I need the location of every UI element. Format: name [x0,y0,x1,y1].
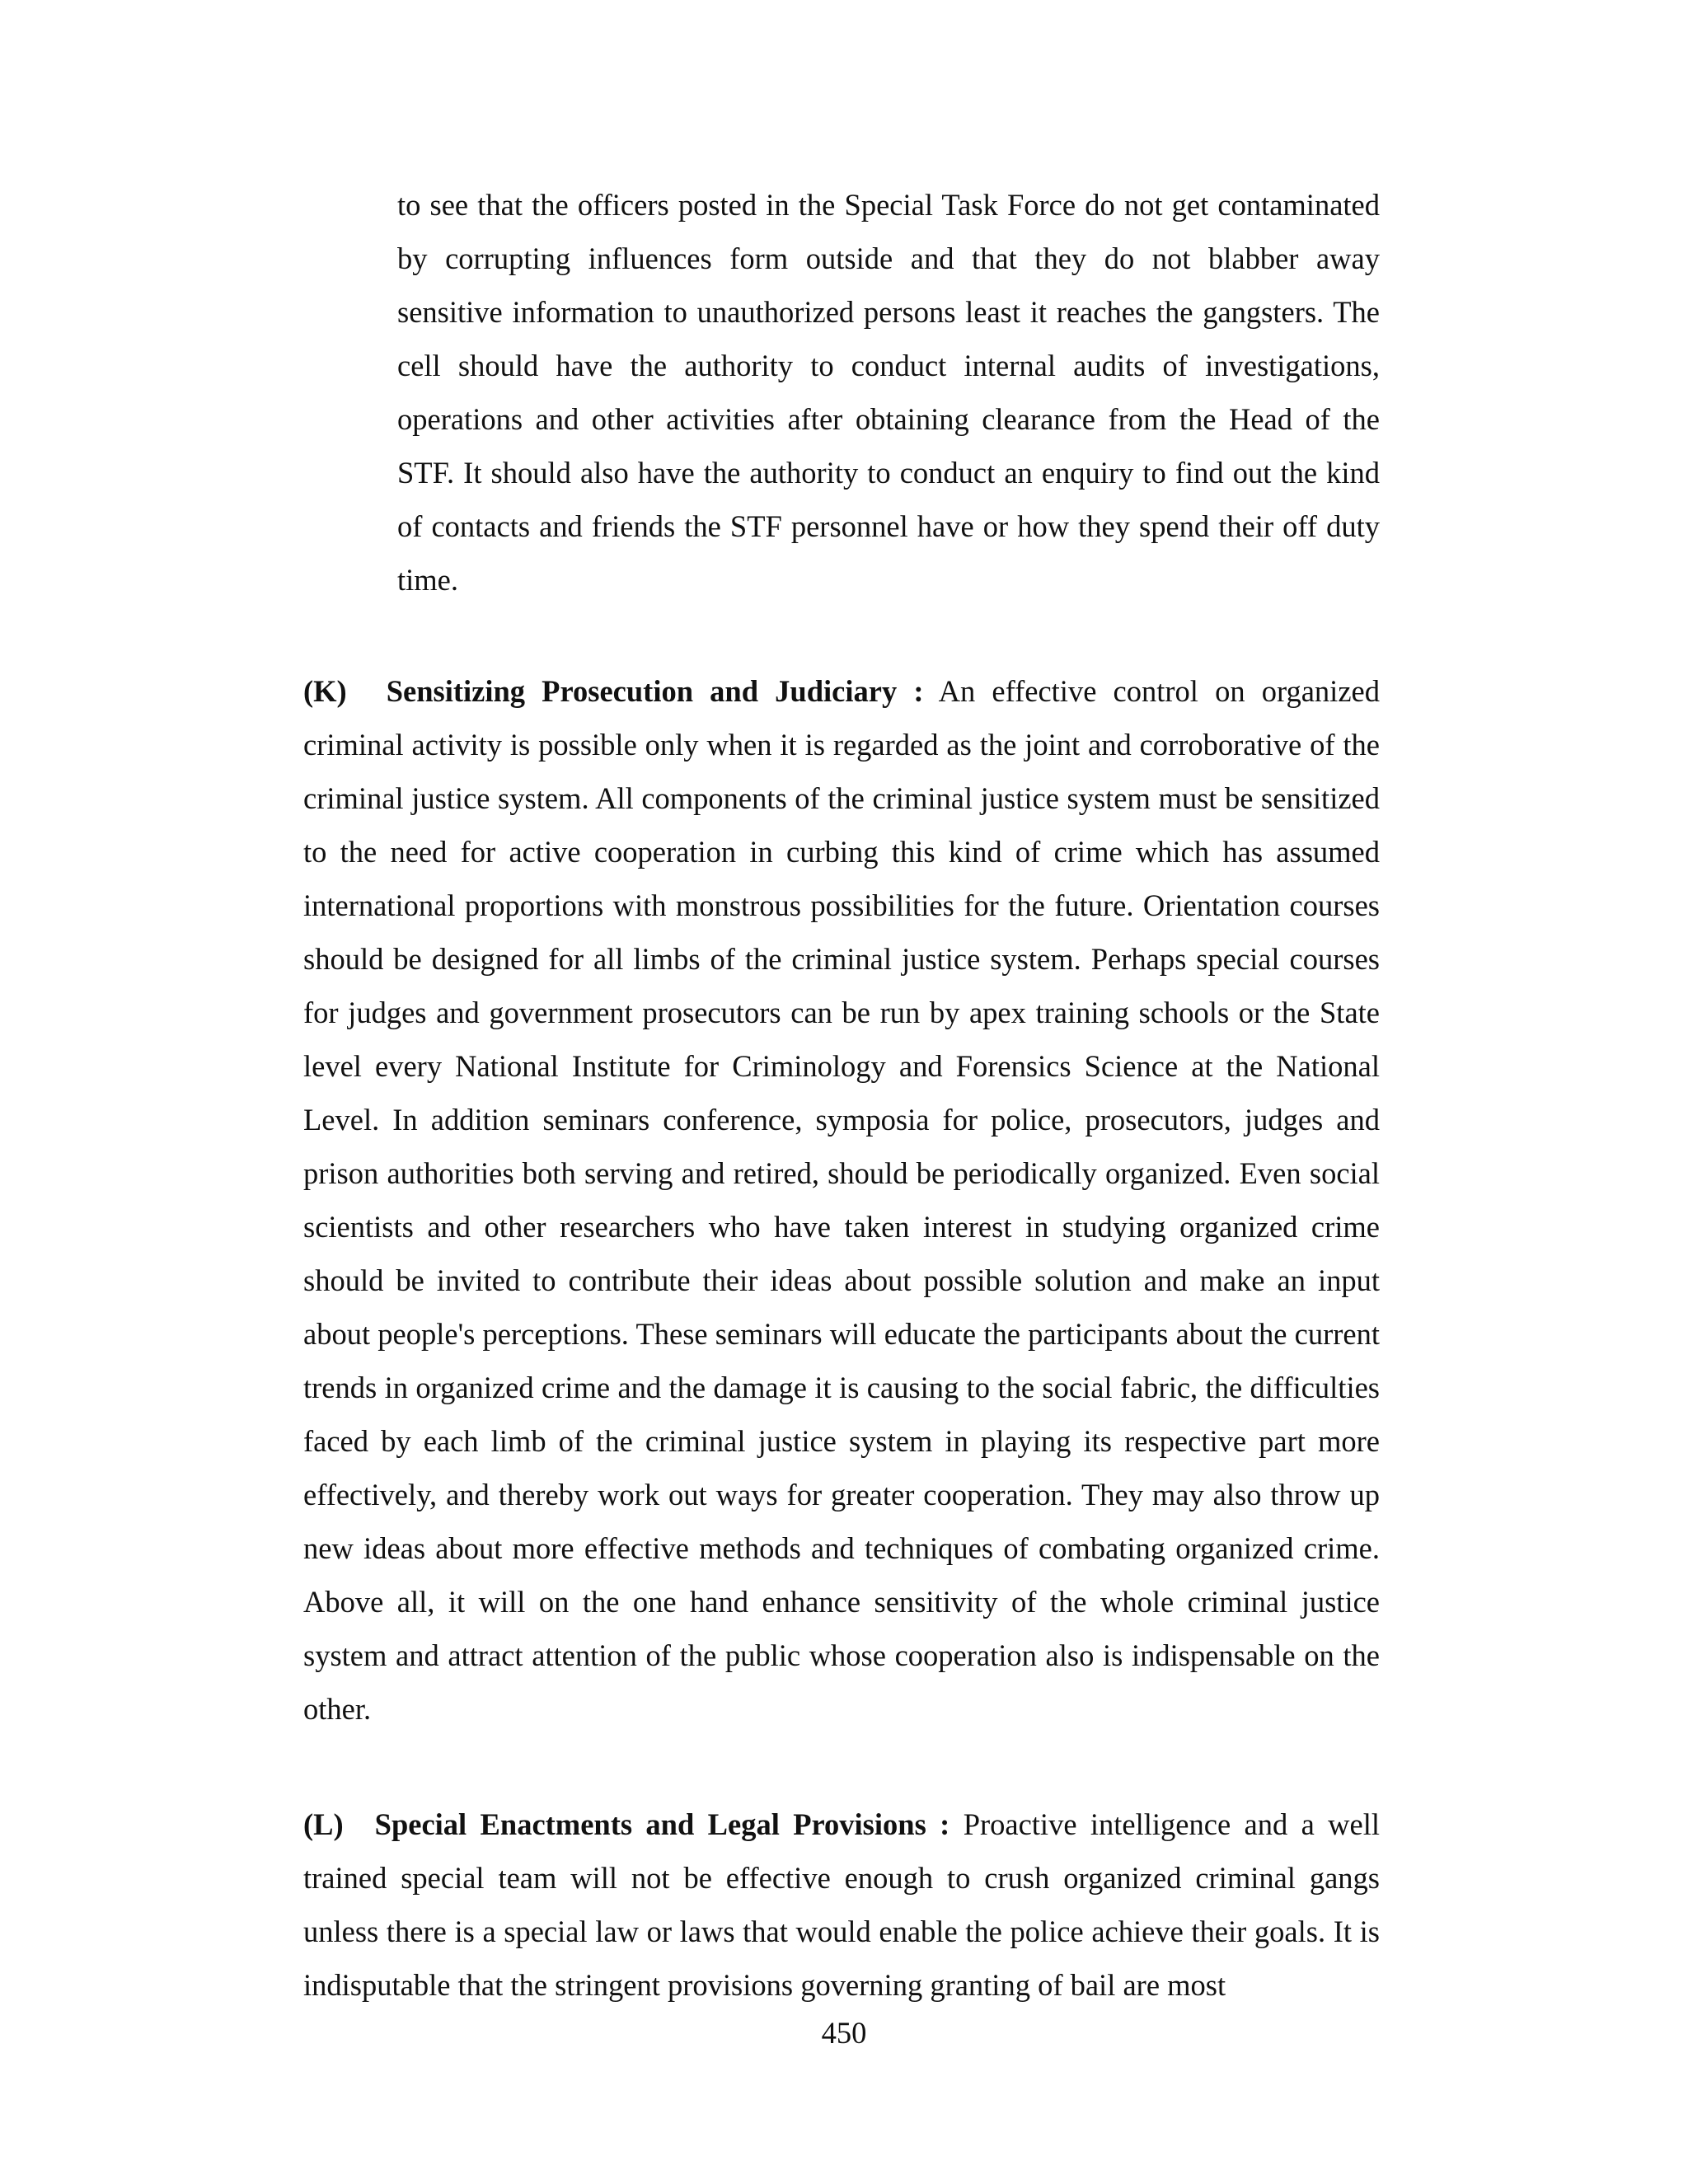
section-l-marker: (L) [303,1807,344,1841]
section-l-paragraph [303,1797,1380,2012]
section-k-paragraph [303,664,1380,1736]
section-k-marker: (K) [303,674,347,708]
section-k-heading: Sensitizing Prosecution and Judiciary : [386,674,924,708]
intro-paragraph: to see that the officers posted in the Special Task Force do not get contaminated by corrupting influences form outside and that they do not blabber away sensitive information to unauthorized persons least it reaches the gangsters. The cell should have the authority to conduct internal audits of investigations, operations and other activities after obtaining clearance from the Head of the STF. It should also have the authority to conduct an enquiry to find out the kind of contacts and friends the STF personnel have or how they spend their off duty time. [397,188,1380,597]
section-l-heading: Special Enactments and Legal Provisions : [374,1807,950,1841]
page-number: 450 [821,2016,867,2050]
section-k-body: An effective control on organized criminal activity is possible only when it is regarded as the joint and corroborative of the criminal justice system. All components of the criminal justice system must be sensitized to the need for active cooperation in curbing this kind of crime which has assumed international proportions with monstrous possibilities for the future. Orientation courses should be designed for all limbs of the criminal justice system. Perhaps special courses for judges and government prosecutors can be run by apex training schools or the State level every National Institute for Criminology and Forensics Science at the National Level. In addition seminars conference, symposia for police, prosecutors, judges and prison authorities both serving and retired, should be periodically organized. Even social scientists and other researchers who have taken interest in studying organized crime should be invited to contribute their ideas about possible solution and make an input about people's perceptions. These seminars will educate the participants about the current trends in organized crime and the damage it is causing to the social fabric, the difficulties faced by each limb of the criminal justice system in playing its respective part more effectively, and thereby work out ways for greater cooperation. They may also throw up new ideas about more effective methods and techniques of combating organized crime. Above all, it will on the one hand enhance sensitivity of the whole criminal justice system and attract attention of the public whose cooperation also is indispensable on the other. [303,674,1380,1726]
section-l-body: Proactive intelligence and a well trained special team will not be effective enough to crush organized criminal gangs unless there is a special law or laws that would enable the police achieve their goals. It is indisputable that the stringent provisions governing granting of bail are most [303,1807,1380,2002]
